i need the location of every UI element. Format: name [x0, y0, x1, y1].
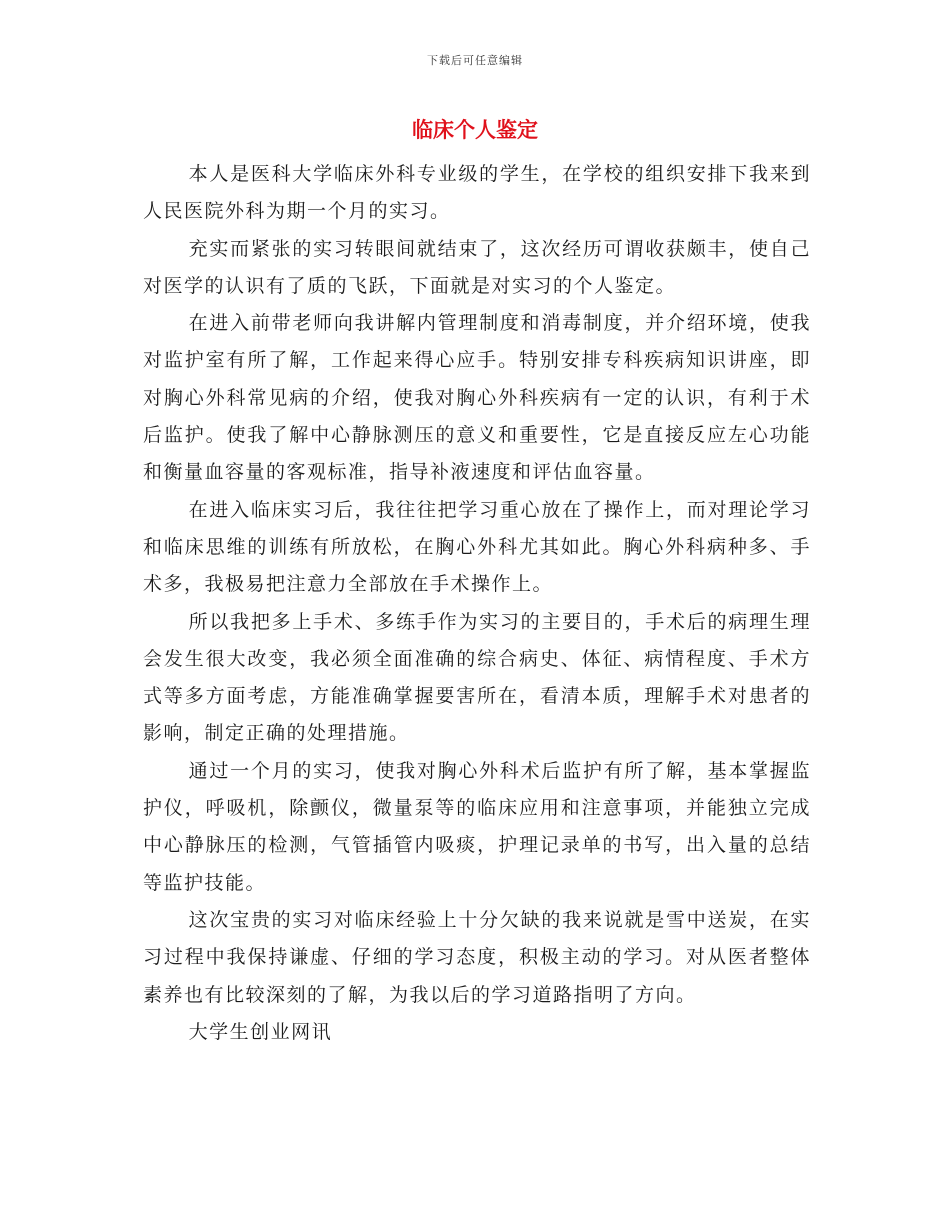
paragraph-practice: 在进入临床实习后，我往往把学习重心放在了操作上，而对理论学习和临床思维的训练有所放松，在胸心外科尤其如此。胸心外科病种多、手术多，我极易把注意力全部放在手术操作上。: [143, 498, 811, 596]
paragraph-intro: 本人是医科大学临床外科专业级的学生，在学校的组织安排下我来到人民医院外科为期一个月的实习。: [143, 163, 811, 223]
paragraph-orientation: 在进入前带老师向我讲解内管理制度和消毒制度，并介绍环境，使我对监护室有所了解，工作起来得心应手。特别安排专科疾病知识讲座，即对胸心外科常见病的介绍，使我对胸心外科疾病有一定的认识，有利于术后监护。使我了解中心静脉测压的意义和重要性，它是直接反应左心功能和衡量血容量的客观标准，指导补液速度和评估血容量。: [143, 312, 811, 484]
paragraph-skills: 通过一个月的实习，使我对胸心外科术后监护有所了解，基本掌握监护仪，呼吸机，除颤仪，微量泵等的临床应用和注意事项，并能独立完成中心静脉压的检测，气管插管内吸痰，护理记录单的书写，出入量的总结等监护技能。: [143, 759, 811, 894]
paragraph-reflection: 这次宝贵的实习对临床经验上十分欠缺的我来说就是雪中送炭，在实习过程中我保持谦虚、仔细的学习态度，积极主动的学习。对从医者整体素养也有比较深刻的了解，为我以后的学习道路指明了方向。: [143, 908, 811, 1006]
paragraph-summary: 充实而紧张的实习转眼间就结束了，这次经历可谓收获颇丰，使自己对医学的认识有了质的飞跃，下面就是对实习的个人鉴定。: [143, 237, 811, 297]
header-note: 下载后可任意编辑: [427, 54, 523, 67]
document-body: [143, 156, 811, 1051]
paragraph-surgery: 所以我把多上手术、多练手作为实习的主要目的，手术后的病理生理会发生很大改变，我必须全面准确的综合病史、体征、病情程度、手术方式等多方面考虑，方能准确掌握要害所在，看清本质，理解手术对患者的影响，制定正确的处理措施。: [143, 610, 811, 745]
document-title: 临床个人鉴定: [412, 118, 538, 142]
paragraph-source: 大学生创业网讯: [188, 1020, 333, 1043]
